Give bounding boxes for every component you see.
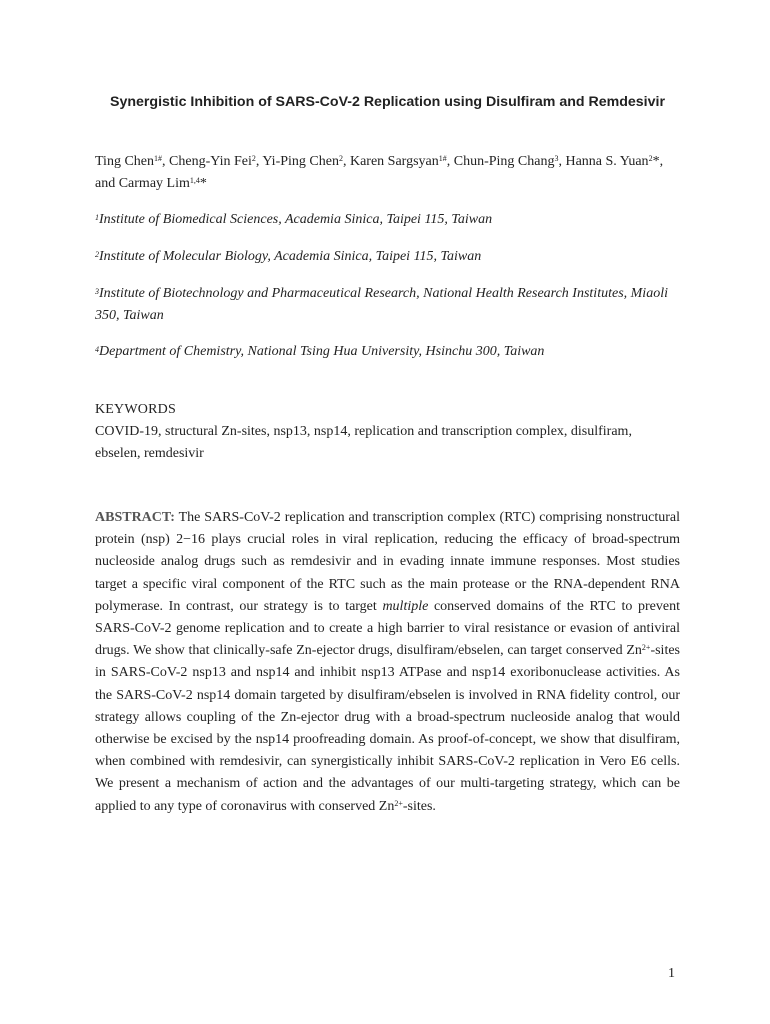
abstract-superscript: 2+ <box>641 643 651 653</box>
affiliation-3 <box>95 283 680 327</box>
author-name: , Hanna S. Yuan <box>558 154 649 169</box>
affiliation-2 <box>95 246 680 268</box>
affiliation-1 <box>95 209 680 231</box>
affiliation-number: 3 <box>95 287 99 296</box>
paper-title: Synergistic Inhibition of SARS-CoV-2 Replication using Disulfiram and Remdesivir <box>110 94 665 110</box>
author-name: Ting Chen <box>95 154 155 169</box>
affiliation-4 <box>95 341 680 363</box>
author-name: , Cheng-Yin Fei <box>162 154 252 169</box>
abstract-text: The SARS-CoV-2 replication and transcription complex (RTC) comprising nonstructural protein (nsp) 2−16 plays crucial roles in viral replication, reducing the efficacy of broad-spectrum nucleoside analog drugs such as remdesivir and in evading innate immune responses. Most studies target a specific viral component of the RTC such as the main protease or the RNA-dependent RNA polymerase. In contrast, our strategy is to target <box>95 510 680 614</box>
abstract-text: -sites in SARS-CoV-2 nsp13 and nsp14 and inhibit nsp13 ATPase and nsp14 exoribonuclease activities. As the SARS-CoV-2 nsp14 domain targeted by disulfiram/ebselen is involved in RNA fidelity control, our strategy allows coupling of the Zn-ejector drug with a broad-spectrum nucleoside analog that would otherwise be excised by the nsp14 proofreading domain. As proof-of-concept, we show that disulfiram, when combined with remdesivir, can synergistically inhibit SARS-CoV-2 replication in Vero E6 cells. We present a mechanism of action and the advantages of our multi-targeting strategy, which can be applied to any type of coronavirus with conserved Zn <box>95 643 680 814</box>
author-superscript: 3 <box>554 154 559 163</box>
abstract-superscript: 2+ <box>394 798 403 808</box>
author-name: *, and Carmay Lim <box>95 154 664 191</box>
abstract <box>95 507 680 818</box>
author-superscript: 1,4 <box>189 176 200 185</box>
abstract-text: conserved domains of the RTC to prevent SARS-CoV-2 genome replication and to create a high barrier to viral resistance or evasion of antiviral drugs. We show that clinically-safe Zn-ejector drugs, disulfiram/ebselen, can target conserved Zn <box>95 598 680 659</box>
affiliation-text: Institute of Biotechnology and Pharmaceutical Research, National Health Research Institutes, Miaoli 350, Taiwan <box>95 286 668 323</box>
author-superscript: 2 <box>648 154 653 163</box>
abstract-text: -sites. <box>402 798 436 814</box>
author-superscript: 1# <box>438 154 447 163</box>
author-name: * <box>199 176 207 191</box>
author-name: , Yi-Ping Chen <box>255 154 339 169</box>
abstract-label: ABSTRACT: <box>95 510 175 525</box>
author-name: , Chun-Ping Chang <box>446 154 555 169</box>
affiliation-number: 4 <box>95 345 99 354</box>
author-list <box>95 151 680 195</box>
author-superscript: 2 <box>338 154 343 163</box>
keywords-heading: KEYWORDS <box>95 402 176 417</box>
affiliation-text: Institute of Molecular Biology, Academia Sinica, Taipei 115, Taiwan <box>99 249 482 264</box>
author-name: , Karen Sargsyan <box>342 154 439 169</box>
affiliation-number: 1 <box>95 213 99 222</box>
keywords-list: COVID-19, structural Zn-sites, nsp13, nsp14, replication and transcription complex, disulfiram, ebselen, remdesivir <box>95 424 632 461</box>
page-number: 1 <box>668 966 675 981</box>
affiliation-text: Institute of Biomedical Sciences, Academia Sinica, Taipei 115, Taiwan <box>99 212 493 227</box>
affiliation-number: 2 <box>95 250 99 259</box>
abstract-emphasis: multiple <box>382 598 429 614</box>
author-superscript: 2 <box>251 154 256 163</box>
affiliation-text: Department of Chemistry, National Tsing Hua University, Hsinchu 300, Taiwan <box>99 344 545 359</box>
author-superscript: 1# <box>154 154 163 163</box>
